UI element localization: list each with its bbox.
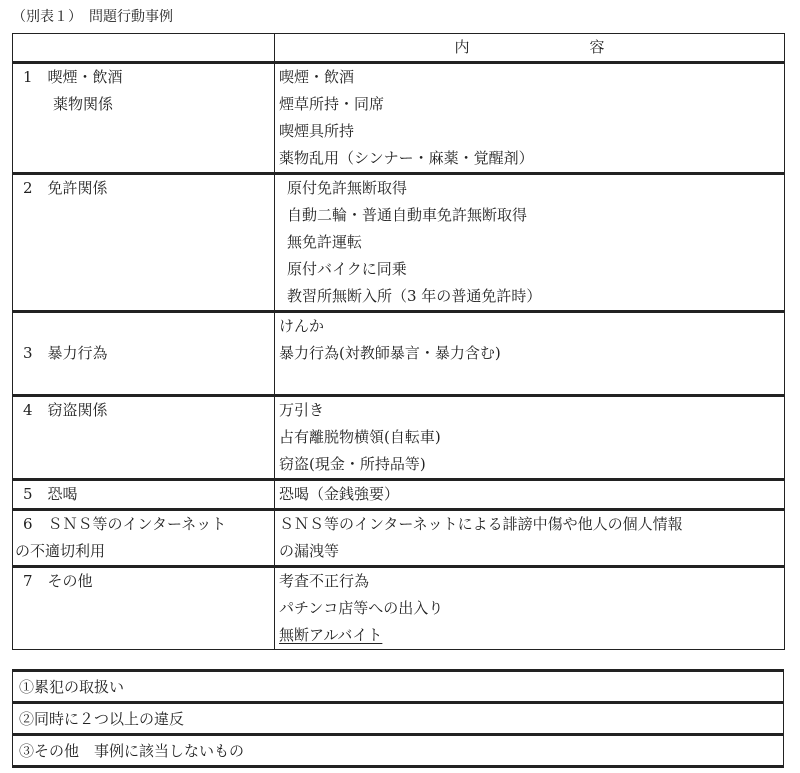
category-label-continued: の不適切利用	[15, 542, 106, 560]
list-item: 無免許運転	[287, 233, 363, 251]
list-item: 喫煙具所持	[279, 122, 355, 140]
content-cell	[275, 174, 785, 312]
content-cell	[275, 396, 785, 480]
category-label: 5 恐喝	[23, 485, 78, 503]
table-row	[13, 312, 785, 396]
category-cell	[13, 174, 275, 312]
note-item: ③その他 事例に該当しないもの	[13, 735, 784, 767]
note-row	[13, 703, 784, 735]
category-label-continued: 薬物関係	[53, 95, 114, 113]
category-cell	[13, 567, 275, 650]
table-row	[13, 480, 785, 510]
category-cell	[13, 510, 275, 567]
list-item: 煙草所持・同席	[279, 95, 385, 113]
content-cell	[275, 63, 785, 174]
category-label: 3 暴力行為	[23, 344, 108, 362]
list-item: 教習所無断入所（3 年の普通免許時）	[287, 287, 542, 305]
category-label: 4 窃盗関係	[23, 401, 108, 419]
table-caption: （別表１） 問題行動事例	[12, 9, 173, 25]
note-item: ①累犯の取扱い	[13, 671, 784, 703]
list-item-underlined: 無断アルバイト	[279, 626, 383, 644]
list-item: 恐喝（金銭強要）	[279, 485, 400, 503]
list-item: 万引き	[279, 401, 325, 419]
table-row	[13, 63, 785, 174]
list-item: 窃盗(現金・所持品等)	[279, 455, 426, 473]
list-item: 自動二輪・普通自動車免許無断取得	[287, 206, 528, 224]
list-item: 暴力行為(対教師暴言・暴力含む)	[279, 344, 501, 362]
list-item: 原付免許無断取得	[287, 179, 408, 197]
list-item: ＳＮＳ等のインターネットによる誹謗中傷や他人の個人情報	[279, 515, 683, 533]
table-row	[13, 174, 785, 312]
table-header-row	[13, 34, 785, 63]
header-left-cell	[13, 34, 275, 63]
list-item: 薬物乱用（シンナー・麻薬・覚醒剤）	[279, 149, 534, 167]
list-item: 喫煙・飲酒	[279, 68, 355, 86]
list-item: 原付バイクに同乗	[287, 260, 407, 278]
list-item: 占有離脱物横領(自転車)	[279, 428, 441, 446]
category-cell	[13, 312, 275, 396]
category-label: 6 ＳＮＳ等のインターネット	[23, 515, 227, 533]
list-item: の漏洩等	[279, 542, 340, 560]
table-row	[13, 396, 785, 480]
category-label: 1 喫煙・飲酒	[23, 68, 123, 86]
list-item-blank	[275, 367, 784, 394]
content-cell	[275, 480, 785, 510]
notes-table	[12, 669, 784, 768]
table-row	[13, 510, 785, 567]
category-label: 2 免許関係	[23, 179, 108, 197]
category-cell	[13, 480, 275, 510]
table-row	[13, 567, 785, 650]
note-row	[13, 735, 784, 767]
category-cell	[13, 396, 275, 480]
header-content-cell: 内 容	[275, 34, 785, 63]
category-cell	[13, 63, 275, 174]
problem-behavior-table	[12, 33, 785, 650]
category-label: 7 その他	[23, 572, 93, 590]
content-cell	[275, 510, 785, 567]
note-row	[13, 671, 784, 703]
list-item: けんか	[279, 317, 325, 335]
content-cell	[275, 567, 785, 650]
list-item: パチンコ店等への出入り	[279, 599, 444, 617]
list-item: 考査不正行為	[279, 572, 370, 590]
content-cell	[275, 312, 785, 396]
note-item: ②同時に２つ以上の違反	[13, 703, 784, 735]
